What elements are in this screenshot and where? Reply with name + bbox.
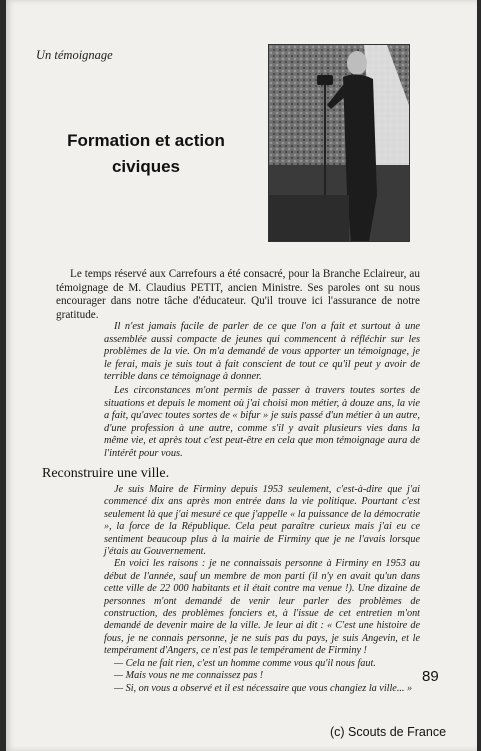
- section-body: [104, 484, 420, 695]
- article-title: Formation et action civiques: [67, 131, 225, 176]
- page-number: 89: [422, 668, 439, 685]
- section-kicker: Un témoignage: [36, 48, 113, 62]
- dialogue-line: — Mais vous ne me connaissez pas !: [114, 670, 264, 682]
- quote-paragraph: Il n'est jamais facile de parler de ce que l'on a fait et surtout à une assemblée aussi compacte de jeunes qui commencent à réfléchir sur les problèmes de la vie. On m'a demandé de vous apporter un témoignage, je le ferai, mais je suis tout à fait conscient de tout ce qu'il peut y avoir de terrible dans ce témoignage à donner.: [104, 321, 420, 383]
- speaker-photo: [268, 44, 410, 242]
- dialogue-line: — Cela ne fait rien, c'est un homme comme vous qu'il nous faut.: [114, 657, 376, 669]
- quote-paragraph: Les circonstances m'ont permis de passer à travers toutes sortes de situations et depuis le moment où j'ai choisi mon métier, à douze ans, la vie a fait, qu'avec toutes sortes de « bifur » je suis passé d'un métier à un autre, d'une profession à une autre, comme s'il y avait plusieurs vies dans la même vie, et après tout c'est peut-être en cela que mon témoignage aura de l'intérêt pour vous.: [104, 385, 420, 459]
- document-page: [6, 0, 477, 751]
- body-paragraph: En voici les raisons : je ne connaissais personne à Firminy en 1953 au début de l'année, sauf un membre de mon parti (il n'y en avait qu'un dans cette ville de 22 000 habitants et il était contre ma venue !). Une dizaine de personnes m'ont demandé de venir leur parler des problèmes de construction, des problèmes fonciers et, à l'issue de cet entretien m'ont demandé de devenir maire de la ville. Je leur ai dit : « C'est une histoire de fous, je ne connais personne, je ne suis pas du pays, je suis Angevin, et le tempérament d'Angers, ce n'est pas le tempérament de Firminy !: [104, 558, 420, 657]
- copyright-credit: (c) Scouts de France: [330, 725, 447, 739]
- section-heading: Reconstruire une ville.: [42, 466, 170, 481]
- lead-paragraph: Le temps réservé aux Carrefours a été consacré, pour la Branche Eclaireur, au témoignage de M. Claudius PETIT, ancien Ministre. Ses paroles ont su nous encourager dans notre tâche d'éducateur. Qu'il trouve ici l'assurance de notre gratitude.: [56, 268, 420, 321]
- dialogue-line: — Si, on vous a observé et il est nécessaire que vous changiez la ville... »: [114, 682, 413, 694]
- body-paragraph: Je suis Maire de Firminy depuis 1953 seulement, c'est-à-dire que j'ai commencé dix ans après mon entrée dans la vie politique. Pourtant c'est seulement là que j'ai mesuré ce que j'appelle « la puissance de la démocratie », la force de la République. Cela peut paraître curieux mais j'ai eu ce sentiment beaucoup plus à la mairie de Firminy que je ne l'avais lorsque j'étais au Gouvernement.: [104, 484, 420, 558]
